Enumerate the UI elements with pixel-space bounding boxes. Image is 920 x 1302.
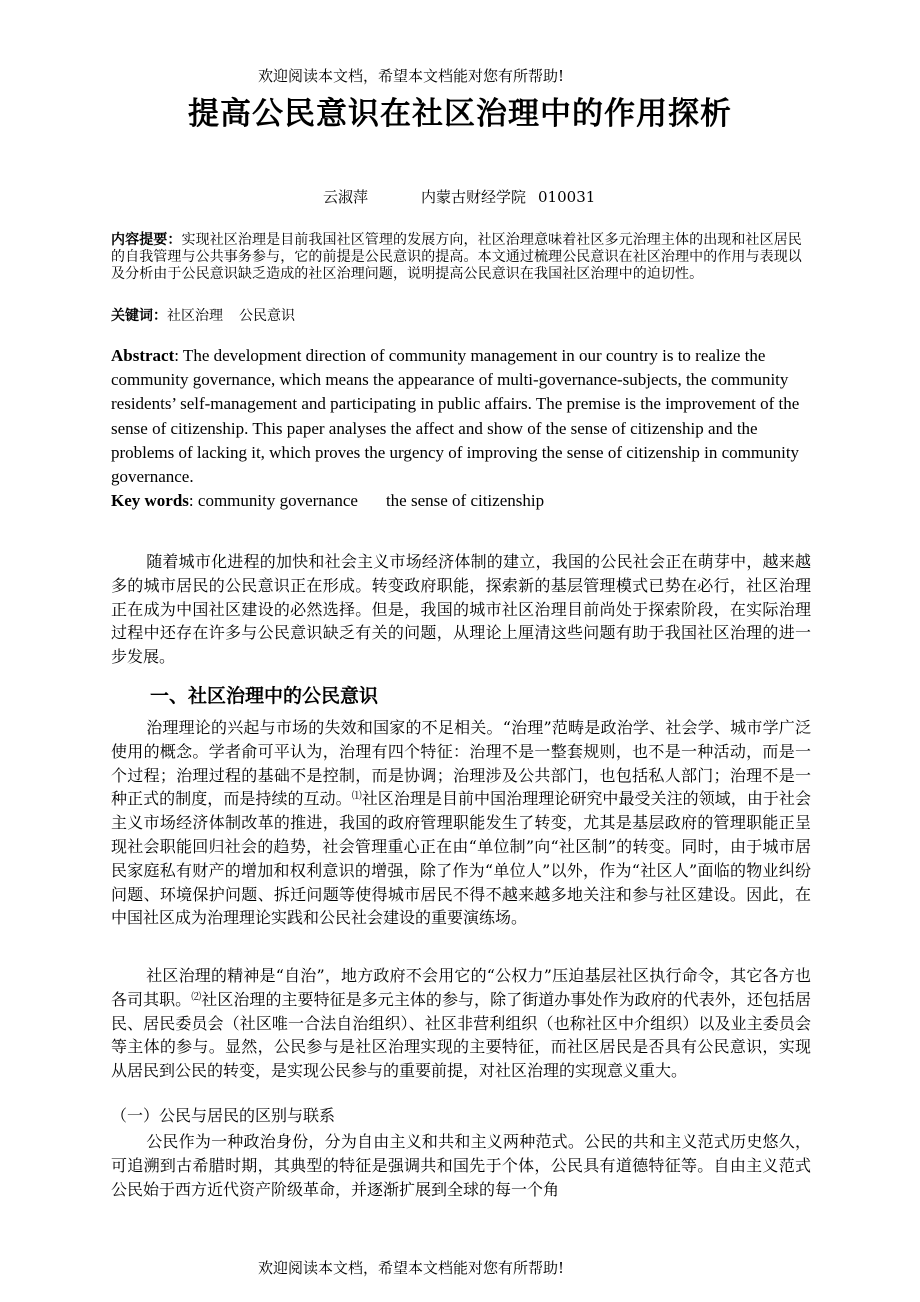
author-name: 云淑萍 [323,188,369,206]
subsection-heading: （一）公民与居民的区别与联系 [111,1106,336,1125]
author-line [323,187,595,207]
chinese-keywords [111,307,295,325]
english-abstract-text: : The development direction of community management in our country is to realize the community governance, which means the appearance of multi-governance-subjects, the community residents’ self-management and participating in public affairs. The premise is the improvement of the sense of citizenship. This paper analyses the affect and show of the sense of citizenship and the problems of lacking it, which proves the urgency of improving the sense of citizenship in community governance. [111,346,800,487]
footnote-ref: ⑴ [351,791,362,803]
footnote-ref: ⑵ [191,991,202,1003]
affiliation: 内蒙古财经学院 [421,188,527,206]
subsection-paragraph: 公民作为一种政治身份，分为自由主义和共和主义两种范式。公民的共和主义范式历史悠久，可追溯到古希腊时期，其典型的特征是强调共和国先于个体，公民具有道德特征等。自由主义范式公民始于西方近代资产阶级革命，并逐渐扩展到全球的每一个角 [111,1132,811,1199]
chinese-keyword: 社区治理 [167,308,223,324]
document-title: 提高公民意识在社区治理中的作用探析 [188,96,732,132]
chinese-abstract-text: 实现社区治理是目前我国社区管理的发展方向，社区治理意味着社区多元治理主体的出现和社区居民的自我管理与公共事务参与，它的前提是公民意识的提高。本文通过梳理公民意识在社区治理中的作用与表现以及分析由于公民意识缺乏造成的社区治理问题，说明提高公民意识在我国社区治理中的迫切性。 [111,232,802,282]
english-keywords-label: Key words [111,491,189,510]
footer-banner: 欢迎阅读本文档，希望本文档能对您有所帮助! [258,1259,565,1277]
chinese-abstract [111,232,811,283]
postcode: 010031 [538,188,596,206]
english-keyword: the sense of citizenship [385,491,545,510]
chinese-abstract-label: 内容提要： [111,232,182,248]
paragraph-text: 治理理论的兴起与市场的失效和国家的不足相关。“治理”范畴是政治学、社会学、城市学广泛使用的概念。学者俞可平认为，治理有四个特征：治理不是一整套规则，也不是一种活动，而是一个过程；治理过程的基础不是控制，而是协调；治理涉及公共部门，也包括私人部门；治理不是一种正式的制度，而是持续的互动。 [111,718,811,809]
paragraph-text: 社区治理的主要特征是多元主体的参与，除了街道办事处作为政府的代表外，还包括居民、居民委员会（社区唯一合法自治组织）、社区非营利组织（也称社区中介组织）以及业主委员会等主体的参与。显然，公民参与是社区治理实现的主要特征，而社区居民是否具有公民意识，实现从居民到公民的转变，是实现公民参与的重要前提，对社区治理的实现意义重大。 [111,989,811,1081]
header-banner: 欢迎阅读本文档，希望本文档能对您有所帮助! [258,67,565,85]
paragraph-text: 社区治理是目前中国治理理论研究中最受关注的领域，由于社会主义市场经济体制改革的推进，我国的政府管理职能发生了转变，尤其是基层政府的管理职能正呈现社会职能回归社会的趋势，社会管理重心正在由“单位制”向“社区制”的转变。同时，由于城市居民家庭私有财产的增加和权利意识的增强，除了作为“单位人”以外，作为“社区人”面临的物业纠纷问题、环境保护问题、拆迁问题等使得城市居民不得不越来越多地关注和参与社区建设。因此，在中国社区成为治理理论实践和公民社会建设的重要演练场。 [111,789,811,928]
intro-paragraph: 随着城市化进程的加快和社会主义市场经济体制的建立，我国的公民社会正在萌芽中，越来越多的城市居民的公民意识正在形成。转变政府职能，探索新的基层管理模式已势在必行，社区治理正在成为中国社区建设的必然选择。但是，我国的城市社区治理目前尚处于探索阶段，在实际治理过程中还存在许多与公民意识缺乏有关的问题，从理论上厘清这些问题有助于我国社区治理的进一步发展。 [111,552,811,667]
english-abstract-label: Abstract [111,346,175,365]
section-paragraph [111,716,811,930]
chinese-keywords-label: 关键词： [111,308,167,324]
english-keywords [111,489,544,513]
paragraph-text: 社区治理的精神是“自治”，地方政府不会用它的“公权力”压迫基层社区执行命令，其它各方也各司其职。 [111,966,811,1009]
english-keyword: : community governance [188,491,358,510]
section-paragraph [111,964,811,1083]
chinese-keyword: 公民意识 [239,308,295,324]
english-abstract [111,344,811,489]
section-heading: 一、社区治理中的公民意识 [150,685,379,707]
